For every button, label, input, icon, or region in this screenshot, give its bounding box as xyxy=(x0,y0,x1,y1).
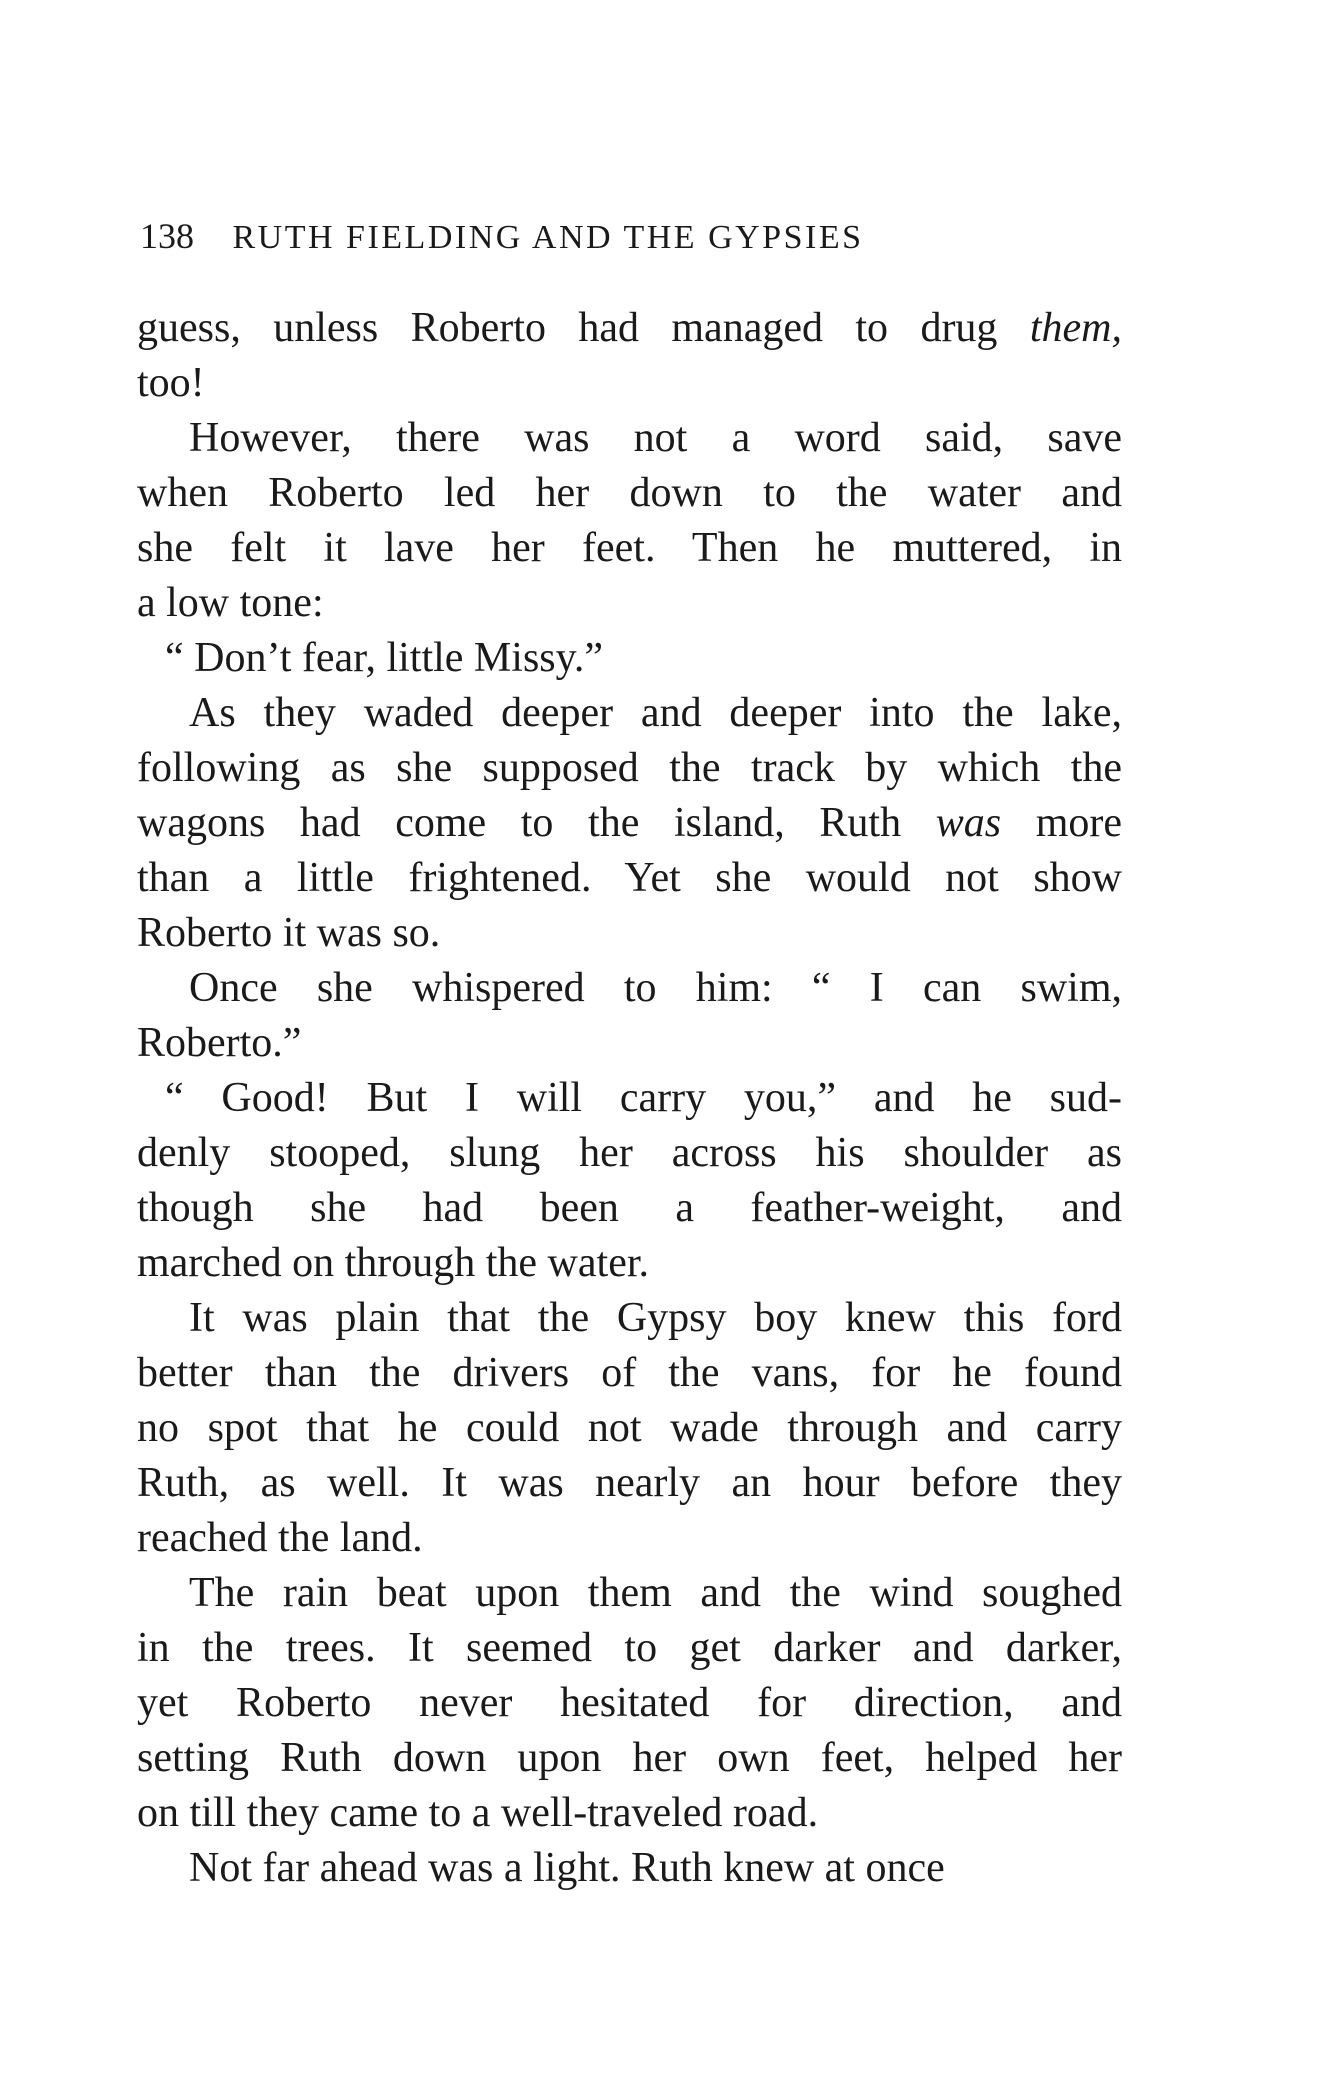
text-segment: Roberto.” xyxy=(137,1020,302,1066)
text-line xyxy=(137,1071,1122,1126)
text-line xyxy=(137,1126,1122,1181)
text-segment: better than the drivers of the vans, for he found xyxy=(137,1350,1122,1396)
text-segment: more xyxy=(1001,800,1122,846)
text-line xyxy=(137,686,1122,741)
text-segment: though she had been a feather-weight, and xyxy=(137,1185,1122,1231)
page-number: 138 xyxy=(140,216,194,256)
running-head xyxy=(140,206,1140,268)
text-line xyxy=(137,1676,1122,1731)
paragraph xyxy=(137,411,1122,631)
text-segment: setting Ruth down upon her own feet, helped her xyxy=(137,1735,1122,1781)
paragraph xyxy=(137,1291,1122,1566)
text-line xyxy=(137,301,1122,356)
text-segment: denly stooped, slung her across his shoulder as xyxy=(137,1130,1122,1176)
text-segment: However, there was not a word said, save xyxy=(189,415,1122,461)
running-title: RUTH FIELDING AND THE GYPSIES xyxy=(232,219,864,256)
text-segment: “ Good! But I will carry you,” and he sud- xyxy=(165,1075,1122,1121)
text-segment: Ruth, as well. It was nearly an hour before they xyxy=(137,1460,1122,1506)
paragraph xyxy=(137,686,1122,961)
text-segment: yet Roberto never hesitated for direction, and xyxy=(137,1680,1122,1726)
text-line xyxy=(137,796,1122,851)
text-segment: on till they came to a well-traveled road. xyxy=(137,1790,819,1836)
text-segment: wagons had come to the island, Ruth xyxy=(137,800,936,846)
text-line xyxy=(137,1511,1122,1566)
body-text xyxy=(137,301,1122,1896)
text-line xyxy=(137,411,1122,466)
text-line xyxy=(137,466,1122,521)
paragraph xyxy=(137,1841,1122,1896)
text-segment: It was plain that the Gypsy boy knew this ford xyxy=(189,1295,1122,1341)
text-line xyxy=(137,1786,1122,1841)
text-line xyxy=(137,1731,1122,1786)
text-line xyxy=(137,961,1122,1016)
text-line xyxy=(137,1016,1122,1071)
text-segment: marched on through the water. xyxy=(137,1240,649,1286)
paragraph xyxy=(137,1566,1122,1841)
text-segment: a low tone: xyxy=(137,580,324,626)
text-line xyxy=(137,1346,1122,1401)
paragraph xyxy=(137,301,1122,411)
text-segment: The rain beat upon them and the wind soughed xyxy=(189,1570,1122,1616)
text-line xyxy=(137,631,1122,686)
text-segment: “ Don’t fear, little Missy.” xyxy=(165,635,604,681)
text-line xyxy=(137,1566,1122,1621)
text-line xyxy=(137,576,1122,631)
italic-text: was xyxy=(935,800,1002,846)
text-segment: no spot that he could not wade through and carry xyxy=(137,1405,1122,1451)
text-segment: following as she supposed the track by which the xyxy=(137,745,1122,791)
text-line xyxy=(137,521,1122,576)
text-segment: As they waded deeper and deeper into the lake, xyxy=(189,690,1122,736)
paragraph xyxy=(137,961,1122,1071)
italic-text: them, xyxy=(1029,305,1122,351)
text-segment: Once she whispered to him: “ I can swim, xyxy=(189,965,1122,1011)
text-segment: she felt it lave her feet. Then he muttered, in xyxy=(137,525,1122,571)
text-segment: Not far ahead was a light. Ruth knew at once xyxy=(189,1845,945,1891)
text-line xyxy=(137,356,1122,411)
text-line xyxy=(137,1621,1122,1676)
text-line xyxy=(137,1841,1122,1896)
text-line xyxy=(137,851,1122,906)
text-line xyxy=(137,1181,1122,1236)
text-line xyxy=(137,906,1122,961)
paragraph xyxy=(137,1071,1122,1291)
text-line xyxy=(137,741,1122,796)
text-segment: than a little frightened. Yet she would not show xyxy=(137,855,1122,901)
text-line xyxy=(137,1456,1122,1511)
text-line xyxy=(137,1236,1122,1291)
text-segment: reached the land. xyxy=(137,1515,423,1561)
text-line xyxy=(137,1291,1122,1346)
text-segment: guess, unless Roberto had managed to drug xyxy=(137,305,1030,351)
text-segment: in the trees. It seemed to get darker and darker, xyxy=(137,1625,1122,1671)
text-segment: Roberto it was so. xyxy=(137,910,441,956)
text-segment: when Roberto led her down to the water and xyxy=(137,470,1122,516)
text-segment: too! xyxy=(137,360,205,406)
text-line xyxy=(137,1401,1122,1456)
paragraph xyxy=(137,631,1122,686)
